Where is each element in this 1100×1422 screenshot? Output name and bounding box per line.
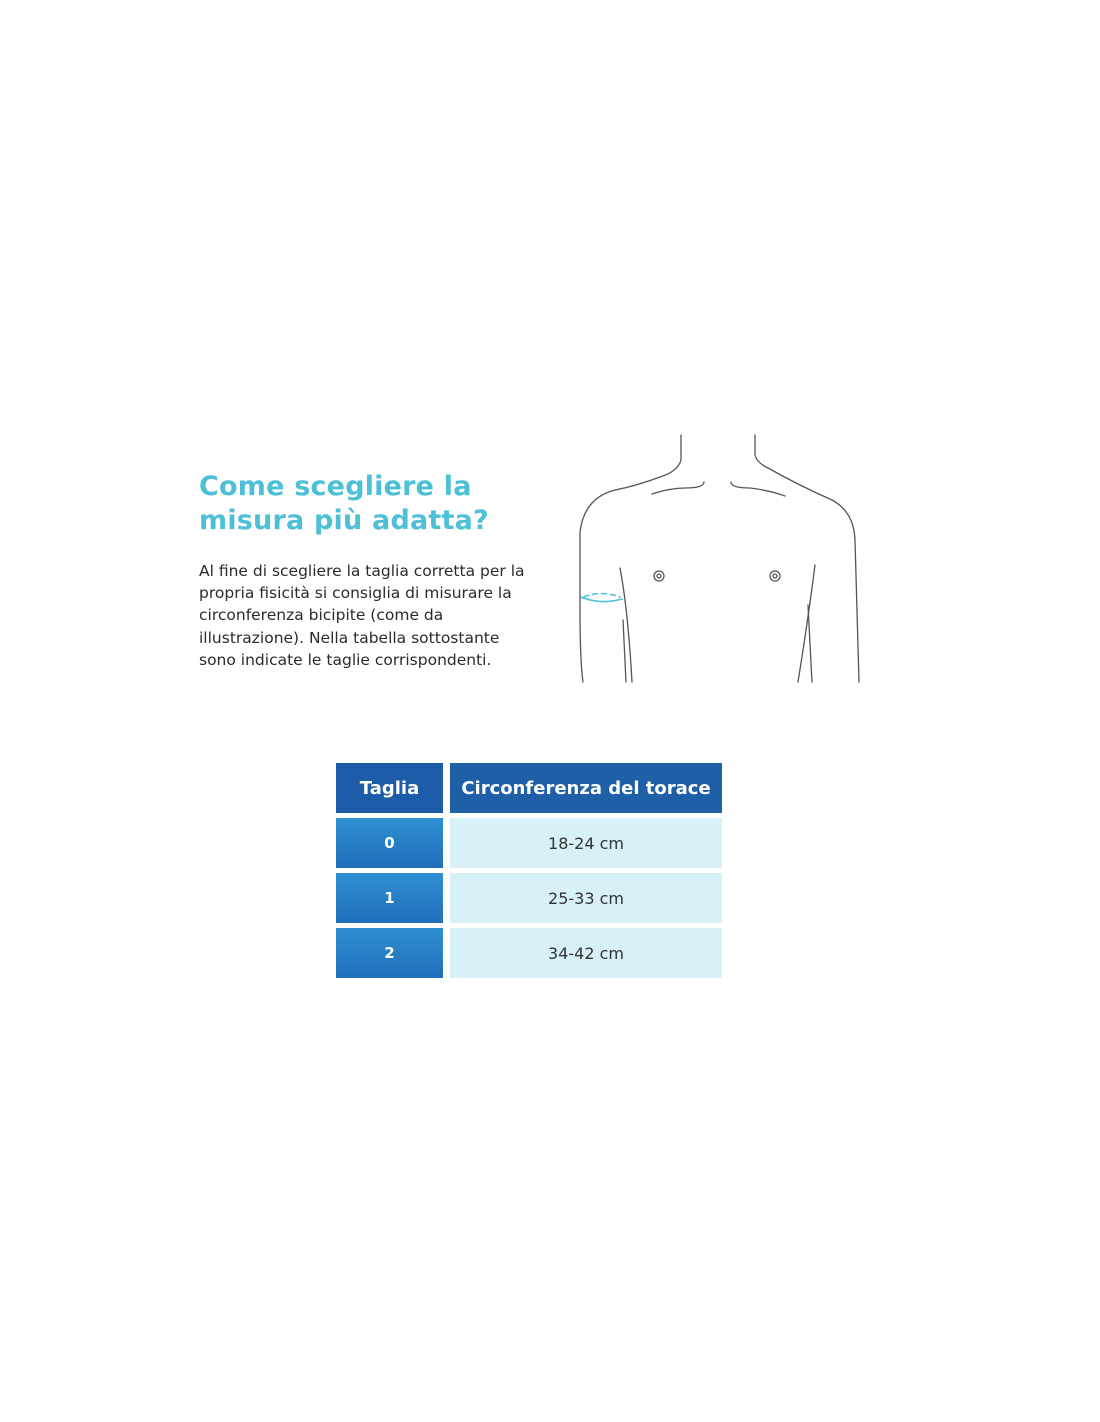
table-header-row — [336, 763, 722, 813]
circumference-cell: 34-42 cm — [450, 928, 722, 978]
table-row — [336, 818, 722, 868]
size-table — [336, 763, 722, 983]
header-circumference: Circonferenza del torace — [450, 763, 722, 813]
size-cell: 1 — [336, 873, 443, 923]
table-row — [336, 873, 722, 923]
torso-measurement-icon — [570, 430, 870, 686]
size-cell: 0 — [336, 818, 443, 868]
circumference-cell: 25-33 cm — [450, 873, 722, 923]
size-cell: 2 — [336, 928, 443, 978]
circumference-cell: 18-24 cm — [450, 818, 722, 868]
intro-paragraph: Al fine di scegliere la taglia corretta per la propria fisicità si consiglia di misurare la circonferenza bicipite (come da illustrazione). Nella tabella sottostante sono indicate le taglie corrispondenti. — [199, 562, 525, 669]
header-size: Taglia — [336, 763, 443, 813]
page-title: Come scegliere la misura più adatta? — [199, 471, 489, 536]
table-row — [336, 928, 722, 978]
